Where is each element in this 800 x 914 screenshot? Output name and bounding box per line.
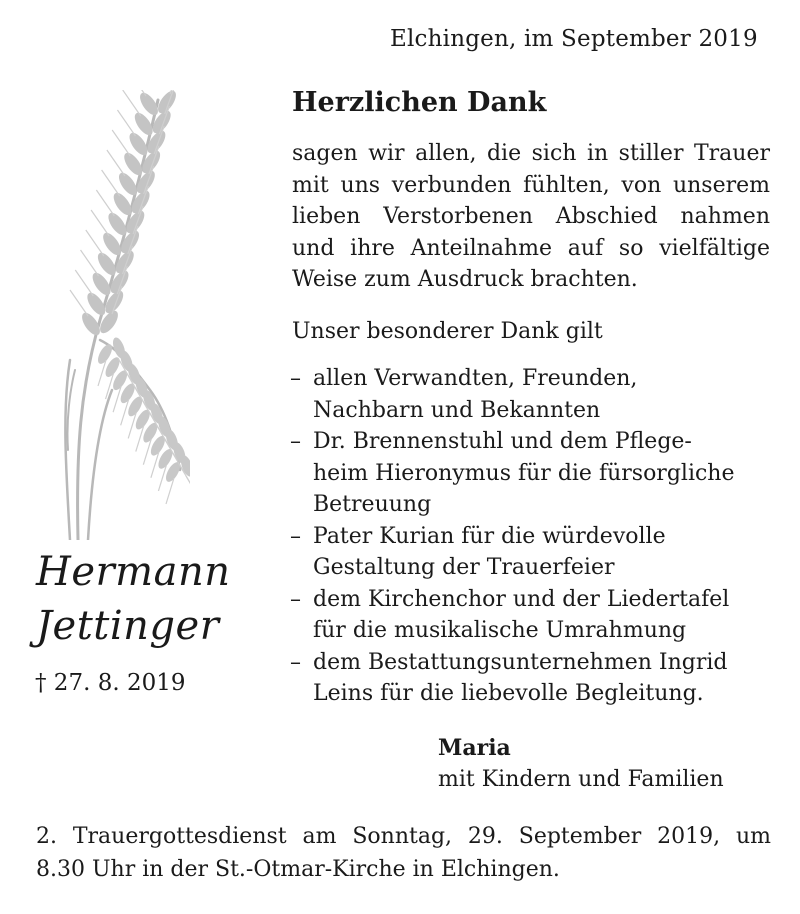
- list-item: [290, 584, 770, 647]
- list-item: [290, 521, 770, 584]
- list-item-line: heim Hieronymus für die fürsorgliche: [313, 460, 735, 486]
- list-item: [290, 363, 770, 426]
- list-item-line: Gestaltung der Trauerfeier: [313, 555, 615, 580]
- intro-line: sagen wir allen, die sich in stiller Trauer: [292, 141, 770, 166]
- thanks-lead: Unser besonderer Dank gilt: [292, 319, 603, 344]
- deceased-last-name: Jettinger: [36, 603, 220, 649]
- deceased-name: [36, 545, 230, 653]
- intro-line: lieben Verstorbenen Abschied nahmen: [292, 204, 770, 229]
- dash-marker: –: [290, 523, 301, 549]
- signer-family: mit Kindern und Familien: [438, 767, 724, 792]
- intro-paragraph: [292, 138, 770, 296]
- list-item-line: Betreuung: [313, 492, 432, 517]
- signature-block: [438, 733, 724, 795]
- list-item-line: allen Verwandten, Freunden,: [313, 366, 638, 391]
- service-line: 8.30 Uhr in der St.-Otmar-Kirche in Elchingen.: [36, 857, 560, 882]
- list-item-line: Nachbarn und Bekannten: [313, 397, 601, 423]
- dash-marker: –: [290, 649, 301, 675]
- thanks-list: [290, 363, 770, 710]
- signer-name: Maria: [438, 735, 511, 761]
- service-line: 2. Trauergottesdienst am Sonntag, 29. September 2019, um: [36, 824, 771, 849]
- place-date: Elchingen, im September 2019: [390, 26, 758, 52]
- dash-marker: –: [290, 366, 301, 391]
- list-item-line: Pater Kurian für die würdevolle: [313, 523, 666, 549]
- list-item-line: Leins für die liebevolle Begleitung.: [313, 681, 704, 706]
- list-item: [290, 426, 770, 521]
- service-notice: [36, 820, 771, 886]
- dash-marker: –: [290, 586, 301, 612]
- list-item-line: Dr. Brennenstuhl und dem Pflege-: [313, 429, 692, 454]
- list-item-line: dem Kirchenchor und der Liedertafel: [313, 586, 730, 612]
- intro-line: mit uns verbunden fühlten, von unserem: [292, 172, 770, 198]
- list-item-line: dem Bestattungsunternehmen Ingrid: [313, 649, 728, 675]
- intro-line: und ihre Anteilnahme auf so vielfältige: [292, 235, 770, 261]
- death-date: † 27. 8. 2019: [35, 670, 186, 696]
- wheat-ears-icon: [40, 90, 190, 540]
- dash-marker: –: [290, 429, 301, 454]
- page-title: Herzlichen Dank: [292, 87, 547, 118]
- deceased-first-name: Hermann: [36, 549, 231, 595]
- list-item-line: für die musikalische Umrahmung: [313, 618, 687, 643]
- intro-line: Weise zum Ausdruck brachten.: [292, 267, 638, 292]
- list-item: [290, 647, 770, 710]
